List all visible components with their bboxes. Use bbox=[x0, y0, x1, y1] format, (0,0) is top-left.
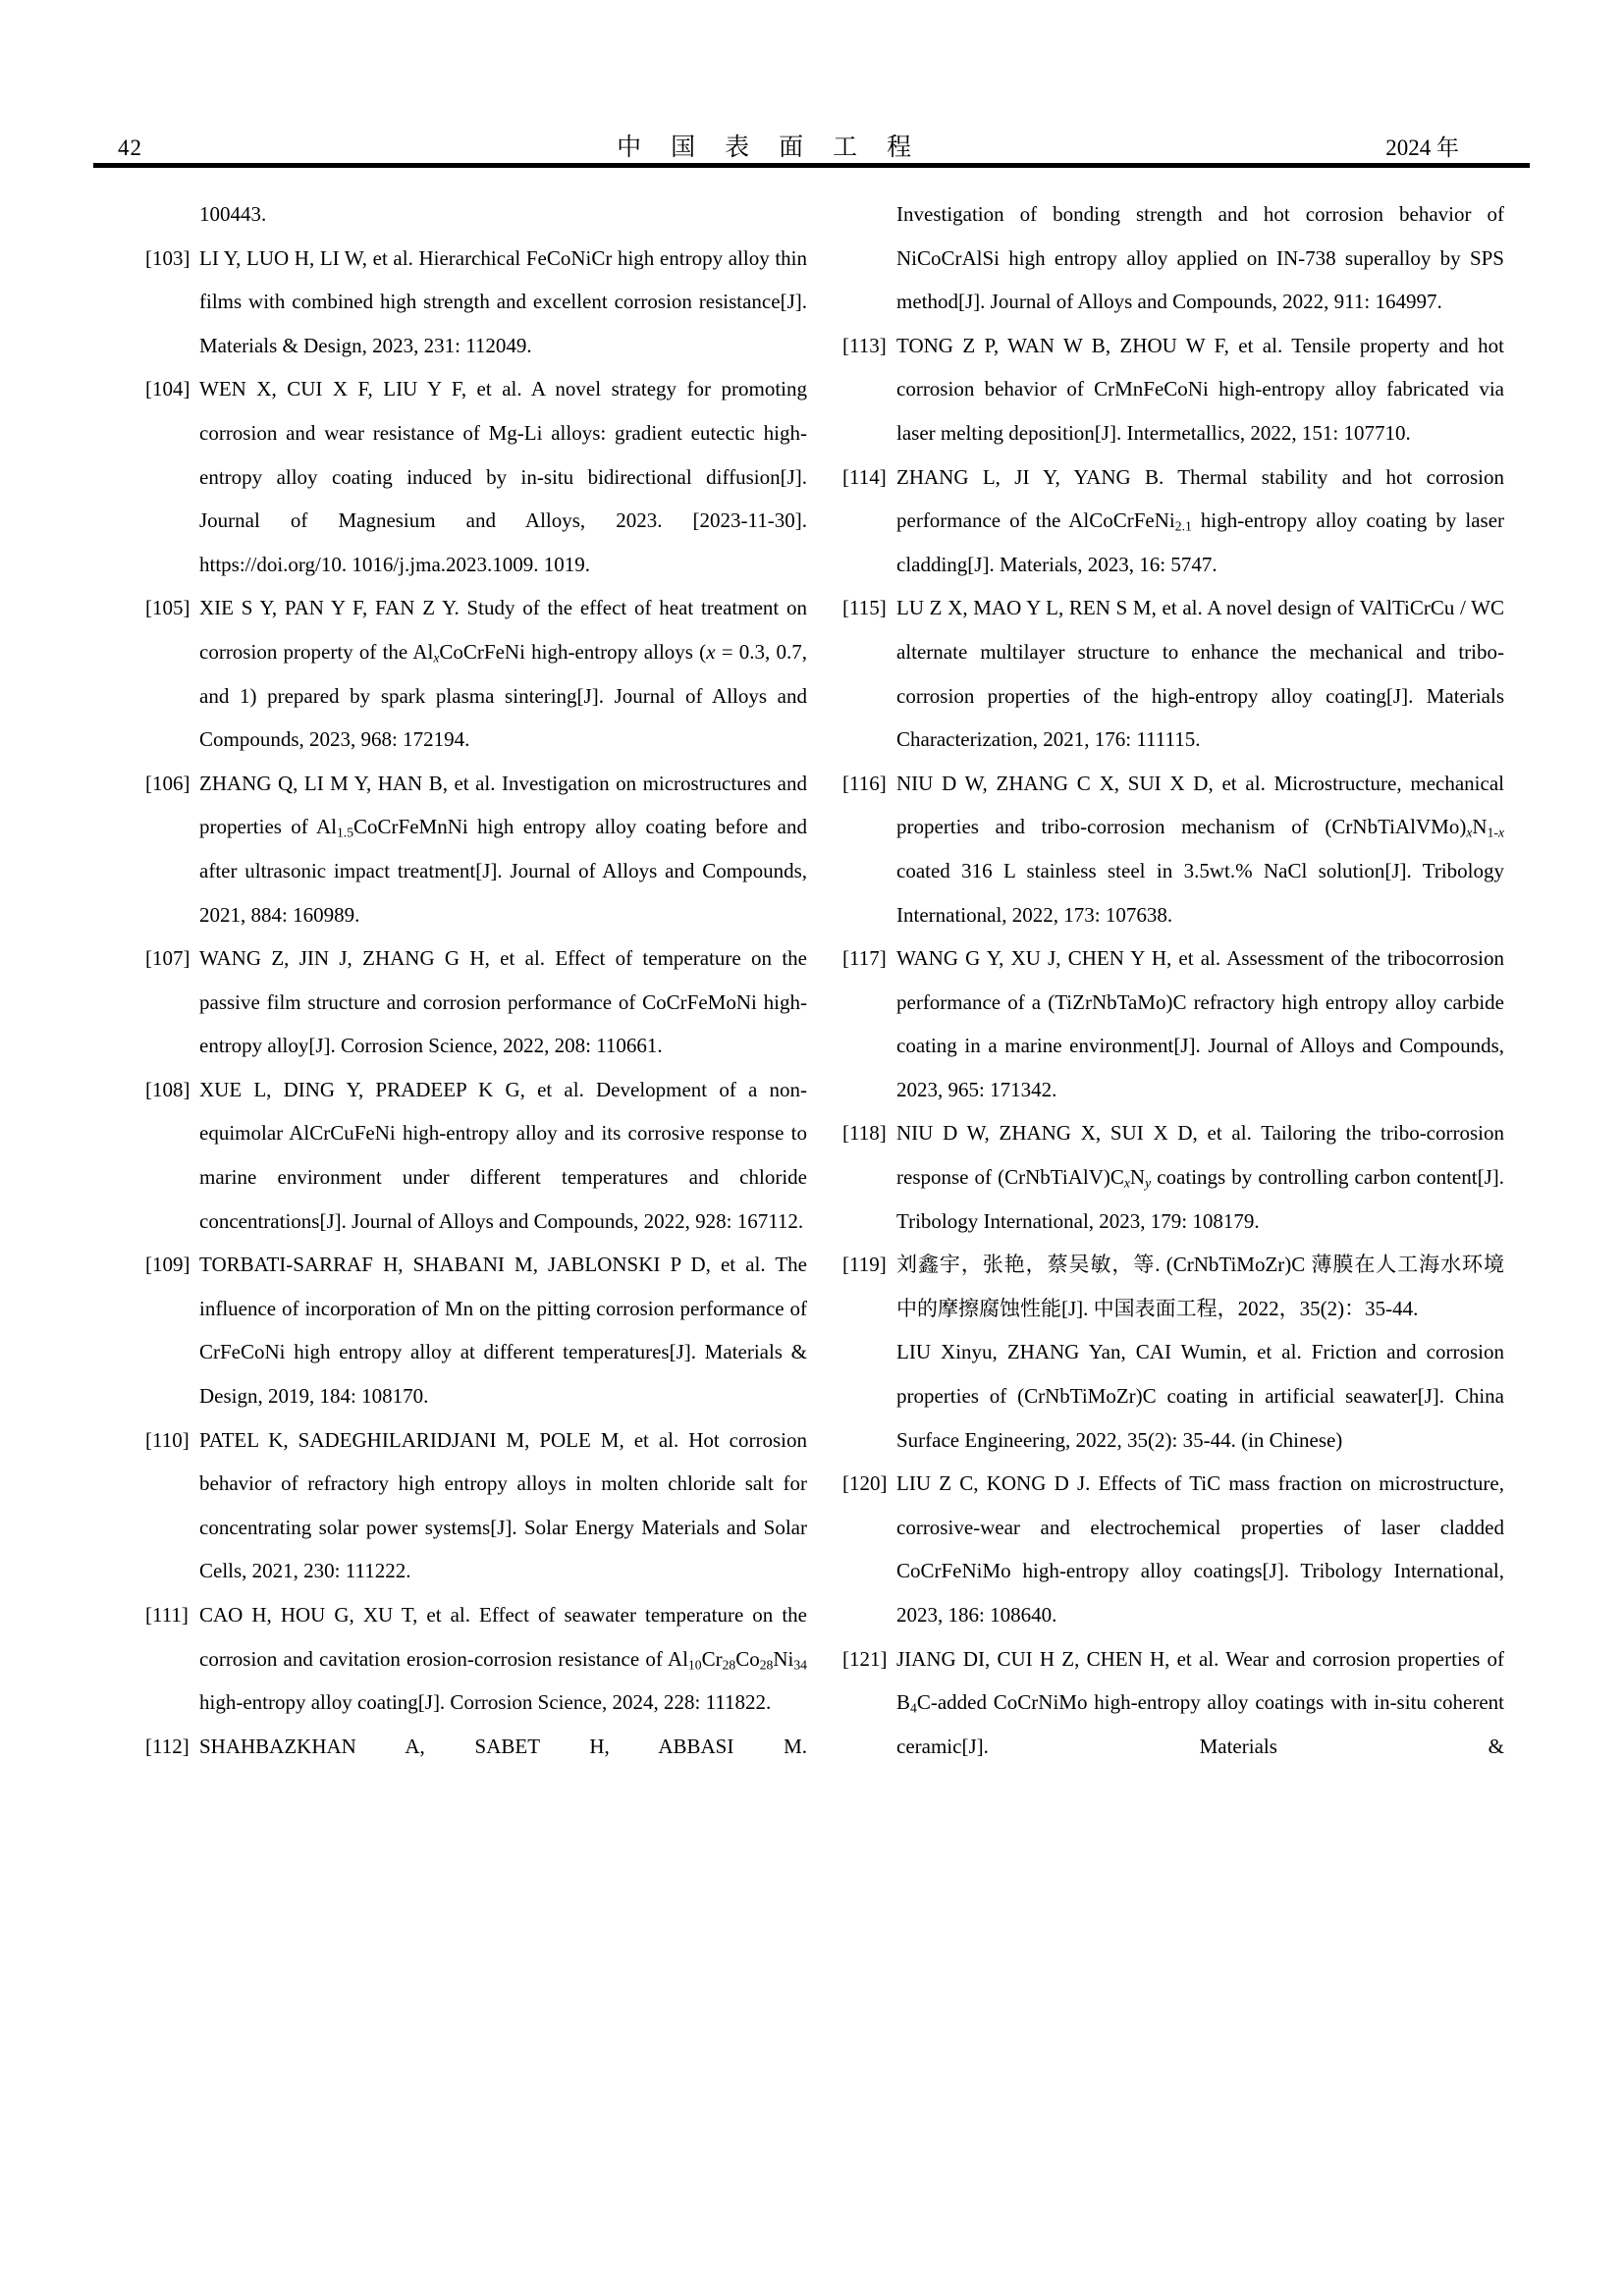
reference-item bbox=[145, 192, 807, 237]
reference-text: TORBATI-SARRAF H, SHABANI M, JABLONSKI P D, et al. The influence of incorporation of Mn on the pitting corrosion performance of CrFeCoNi high entropy alloy at different temperatures[J]. Materials & Design, 2019, 184: 108170. bbox=[199, 1253, 807, 1409]
reference-number: [111] bbox=[145, 1603, 189, 1627]
reference-number: [117] bbox=[842, 946, 887, 971]
reference-item bbox=[842, 455, 1504, 587]
reference-number: [104] bbox=[145, 377, 190, 401]
reference-text: LIU Xinyu, ZHANG Yan, CAI Wumin, et al. Friction and corrosion properties of (CrNbTiMoZr)C coating in artificial seawater[J]. China Surface Engineering, 2022, 35(2): 35-44. (in Chinese) bbox=[896, 1340, 1504, 1452]
reference-item bbox=[842, 192, 1504, 324]
header-rule bbox=[93, 163, 1530, 168]
references-column-right bbox=[842, 192, 1504, 1768]
reference-number: [109] bbox=[145, 1253, 190, 1277]
reference-number: [115] bbox=[842, 596, 887, 620]
reference-text: WANG Z, JIN J, ZHANG G H, et al. Effect of temperature on the passive film structure and corrosion performance of CoCrFeMoNi high-entropy alloy[J]. Corrosion Science, 2022, 208: 110661. bbox=[199, 946, 807, 1058]
reference-text: 刘鑫宇，张艳，蔡吴敏，等. (CrNbTiMoZr)C 薄膜在人工海水环境中的摩擦腐蚀性能[J]. 中国表面工程，2022，35(2)：35-44. bbox=[896, 1253, 1504, 1320]
reference-number: [120] bbox=[842, 1471, 888, 1496]
reference-text: LI Y, LUO H, LI W, et al. Hierarchical FeCoNiCr high entropy alloy thin films with combined high strength and excellent corrosion resistance[J]. Materials & Design, 2023, 231: 112049. bbox=[199, 245, 807, 357]
reference-number bbox=[842, 1330, 896, 1462]
reference-text: LIU Z C, KONG D J. Effects of TiC mass fraction on microstructure, corrosive-wear and electrochemical properties of laser cladded CoCrFeNiMo high-entropy alloy coatings[J]. Tribology International, 2023, 186: 108640. bbox=[896, 1471, 1504, 1627]
reference-text: WEN X, CUI X F, LIU Y F, et al. A novel strategy for promoting corrosion and wear resistance of Mg-Li alloys: gradient eutectic high-entropy alloy coating induced by in-situ bidirectional diffusion[J]. Journal of Magnesium and Alloys, 2023. [2023-11-30]. https://doi.org/10. 1016/j.jma.2023.1009. 1019. bbox=[199, 377, 807, 576]
reference-item bbox=[145, 1725, 807, 1769]
reference-text: NIU D W, ZHANG C X, SUI X D, et al. Microstructure, mechanical properties and tribo-corrosion mechanism of $(CrNbTiAlVMo)_xN_{1-x}$ coated 316 L stainless steel in 3.5wt.% NaCl solution[J]. Tribology International, 2022, 173: 107638. bbox=[896, 771, 1504, 927]
reference-number: [114] bbox=[842, 464, 887, 489]
reference-text: XIE S Y, PAN Y F, FAN Z Y. Study of the effect of heat treatment on corrosion property of the $Al_xCoCrFeNi$ high-entropy alloys (x = 0.3, 0.7, and 1) prepared by spark plasma sintering[J]. Journal of Alloys and Compounds, 2023, 968: 172194. bbox=[199, 596, 808, 752]
reference-number: [113] bbox=[842, 333, 887, 357]
reference-item bbox=[145, 1418, 807, 1593]
reference-item bbox=[842, 762, 1504, 936]
reference-number: [106] bbox=[145, 771, 190, 795]
reference-item bbox=[145, 1593, 807, 1725]
reference-item bbox=[145, 936, 807, 1068]
reference-item bbox=[842, 1111, 1504, 1243]
reference-number: [107] bbox=[145, 946, 190, 971]
reference-item bbox=[842, 1637, 1504, 1769]
reference-item bbox=[842, 1330, 1504, 1462]
reference-item bbox=[145, 1243, 807, 1417]
journal-title: 中国表面工程 bbox=[617, 134, 942, 161]
reference-text: SHAHBAZKHAN A, SABET H, ABBASI M. bbox=[199, 1734, 807, 1758]
page-header bbox=[118, 128, 1459, 161]
reference-item bbox=[145, 367, 807, 586]
reference-text: PATEL K, SADEGHILARIDJANI M, POLE M, et al. Hot corrosion behavior of refractory high entropy alloys in molten chloride salt for concentrating solar power systems[J]. Solar Energy Materials and Solar Cells, 2021, 230: 111222. bbox=[199, 1427, 807, 1583]
reference-number: [108] bbox=[145, 1077, 190, 1101]
reference-item bbox=[842, 936, 1504, 1111]
reference-text: LU Z X, MAO Y L, REN S M, et al. A novel design of VAlTiCrCu / WC alternate multilayer structure to enhance the mechanical and tribo-corrosion properties of the high-entropy alloy coating[J]. Materials Characterization, 2021, 176: 111115. bbox=[896, 596, 1504, 752]
reference-number bbox=[145, 192, 199, 237]
reference-number bbox=[842, 192, 896, 324]
reference-text: TONG Z P, WAN W B, ZHOU W F, et al. Tensile property and hot corrosion behavior of CrMnFeCoNi high-entropy alloy fabricated via laser melting deposition[J]. Intermetallics, 2022, 151: 107710. bbox=[896, 333, 1504, 445]
reference-number: [105] bbox=[145, 596, 190, 620]
reference-item bbox=[145, 762, 807, 936]
reference-item bbox=[145, 586, 807, 761]
reference-text: ZHANG Q, LI M Y, HAN B, et al. Investigation on microstructures and properties of $Al_{1.5}CoCrFeMnNi$ high entropy alloy coating before and after ultrasonic impact treatment[J]. Journal of Alloys and Compounds, 2021, 884: 160989. bbox=[199, 771, 807, 927]
reference-item bbox=[145, 237, 807, 368]
reference-item bbox=[842, 586, 1504, 761]
reference-number: [121] bbox=[842, 1646, 888, 1671]
reference-text: XUE L, DING Y, PRADEEP K G, et al. Development of a non-equimolar AlCrCuFeNi high-entropy alloy and its corrosive response to marine environment under different temperatures and chloride concentrations[J]. Journal of Alloys and Compounds, 2022, 928: 167112. bbox=[199, 1077, 807, 1233]
reference-text: NIU D W, ZHANG X, SUI X D, et al. Tailoring the tribo-corrosion response of $(CrNbTiAlV)C_xN_y$ coatings by controlling carbon content[J]. Tribology International, 2023, 179: 108179. bbox=[896, 1121, 1504, 1233]
reference-number: [118] bbox=[842, 1121, 887, 1146]
reference-text: ZHANG L, JI Y, YANG B. Thermal stability and hot corrosion performance of the AlCoCrFeNi$_{2.1}$ high-entropy alloy coating by laser cladding[J]. Materials, 2023, 16: 5747. bbox=[896, 464, 1505, 576]
reference-item bbox=[842, 1243, 1504, 1330]
page-number: 42 bbox=[118, 135, 142, 160]
reference-text: JIANG DI, CUI H Z, CHEN H, et al. Wear and corrosion properties of $B_4C$-added CoCrNiMo high-entropy alloy coatings with in-situ coherent ceramic[J]. Materials & bbox=[896, 1646, 1504, 1758]
references-column-left bbox=[145, 192, 807, 1768]
reference-number: [116] bbox=[842, 771, 887, 795]
reference-item bbox=[145, 1068, 807, 1243]
reference-item bbox=[842, 324, 1504, 455]
year-label: 2024 年 bbox=[1385, 135, 1459, 160]
reference-number: [112] bbox=[145, 1734, 189, 1758]
reference-number: [110] bbox=[145, 1427, 189, 1452]
reference-text: CAO H, HOU G, XU T, et al. Effect of seawater temperature on the corrosion and cavitation erosion-corrosion resistance of $Al_{10}Cr_{28}Co_{28}Ni_{34}$ high-entropy alloy coating[J]. Corrosion Science, 2024, 228: 111822. bbox=[199, 1603, 807, 1715]
reference-item bbox=[842, 1462, 1504, 1636]
reference-number: [119] bbox=[842, 1253, 887, 1277]
reference-number: [103] bbox=[145, 245, 190, 270]
reference-text: Investigation of bonding strength and hot corrosion behavior of NiCoCrAlSi high entropy alloy applied on IN-738 superalloy by SPS method[J]. Journal of Alloys and Compounds, 2022, 911: 164997. bbox=[896, 202, 1504, 314]
reference-text: 100443. bbox=[199, 202, 267, 226]
reference-text: WANG G Y, XU J, CHEN Y H, et al. Assessment of the tribocorrosion performance of a (TiZrNbTaMo)C refractory high entropy alloy carbide coating in a marine environment[J]. Journal of Alloys and Compounds, 2023, 965: 171342. bbox=[896, 946, 1504, 1101]
